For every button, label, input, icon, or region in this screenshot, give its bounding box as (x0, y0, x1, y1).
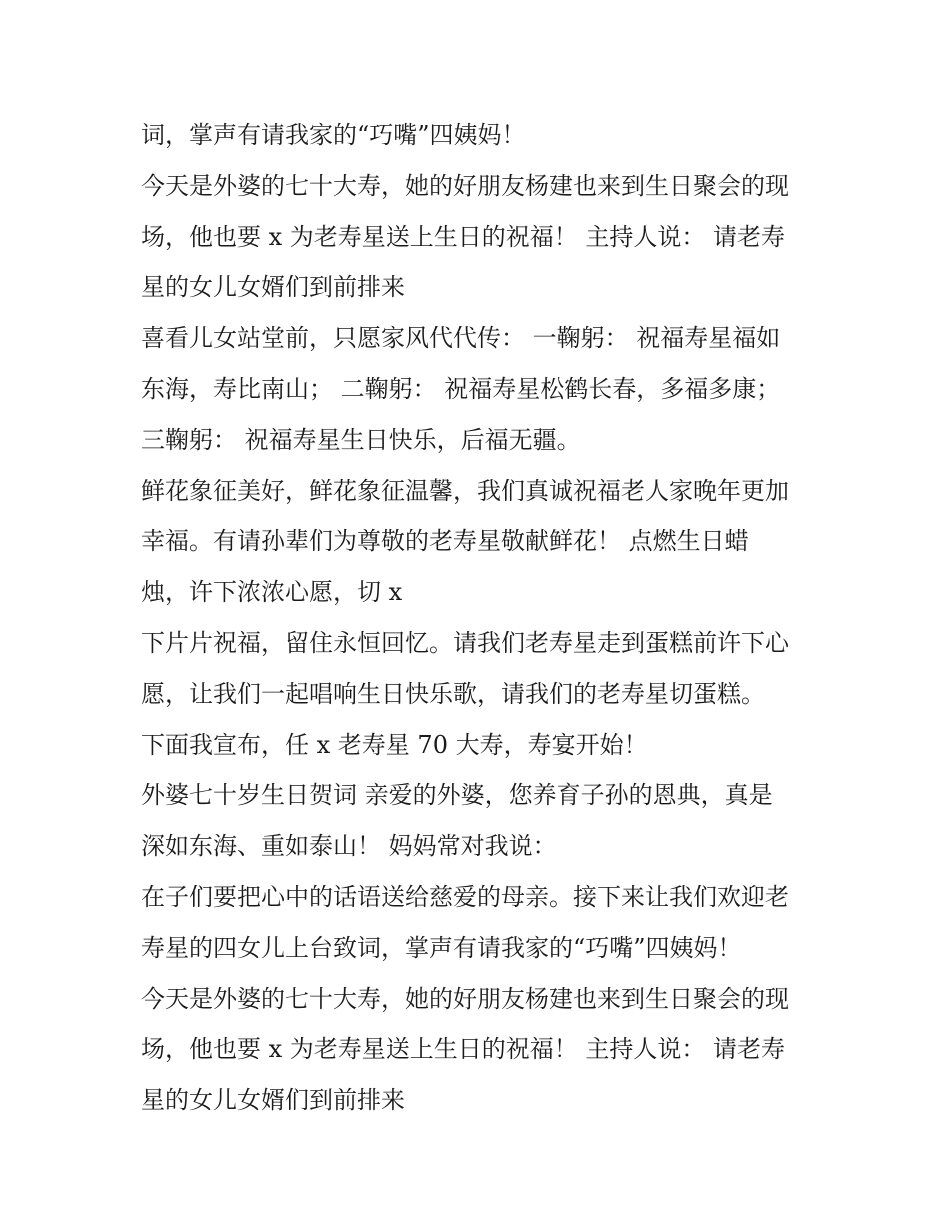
text-line: 喜看儿女站堂前，只愿家风代代传： 一鞠躬： 祝福寿星福如 (141, 324, 781, 353)
text-line: 三鞠躬： 祝福寿星生日快乐，后福无疆。 (141, 425, 581, 454)
text-line: 下片片祝福，留住永恒回忆。请我们老寿星走到蛋糕前许下心 (141, 628, 789, 657)
text-line: 场，他也要 x 为老寿星送上生日的祝福！ 主持人说： 请老寿 (141, 222, 786, 251)
text-line: 愿，让我们一起唱响生日快乐歌，请我们的老寿星切蛋糕。 (141, 679, 765, 708)
text-line: 烛，许下浓浓心愿，切 x (141, 578, 403, 607)
text-line: 鲜花象征美好，鲜花象征温馨，我们真诚祝福老人家晚年更加 (141, 476, 789, 505)
text-line: 下面我宣布，任 x 老寿星 70 大寿，寿宴开始！ (141, 730, 648, 759)
text-line: 深如东海、重如泰山！ 妈妈常对我说： (141, 832, 557, 861)
text-line: 词，掌声有请我家的“巧嘴”四姨妈！ (141, 121, 526, 149)
text-line: 星的女儿女婿们到前排来 (141, 1086, 405, 1115)
text-line: 外婆七十岁生日贺词 亲爱的外婆，您养育子孙的恩典，真是 (141, 781, 773, 810)
document-body (141, 110, 841, 1126)
text-line: 今天是外婆的七十大寿，她的好朋友杨建也来到生日聚会的现 (141, 171, 789, 200)
text-line: 寿星的四女儿上台致词，掌声有请我家的“巧嘴”四姨妈！ (141, 933, 742, 962)
text-line: 东海，寿比南山； 二鞠躬： 祝福寿星松鹤长春，多福多康； (141, 374, 781, 403)
text-line: 幸福。有请孙辈们为尊敬的老寿星敬献鲜花！ 点燃生日蜡 (141, 527, 749, 556)
text-line: 星的女儿女婿们到前排来 (141, 273, 405, 302)
text-line: 场，他也要 x 为老寿星送上生日的祝福！ 主持人说： 请老寿 (141, 1035, 786, 1064)
text-line: 今天是外婆的七十大寿，她的好朋友杨建也来到生日聚会的现 (141, 984, 789, 1013)
text-line: 在子们要把心中的话语送给慈爱的母亲。接下来让我们欢迎老 (141, 882, 789, 911)
